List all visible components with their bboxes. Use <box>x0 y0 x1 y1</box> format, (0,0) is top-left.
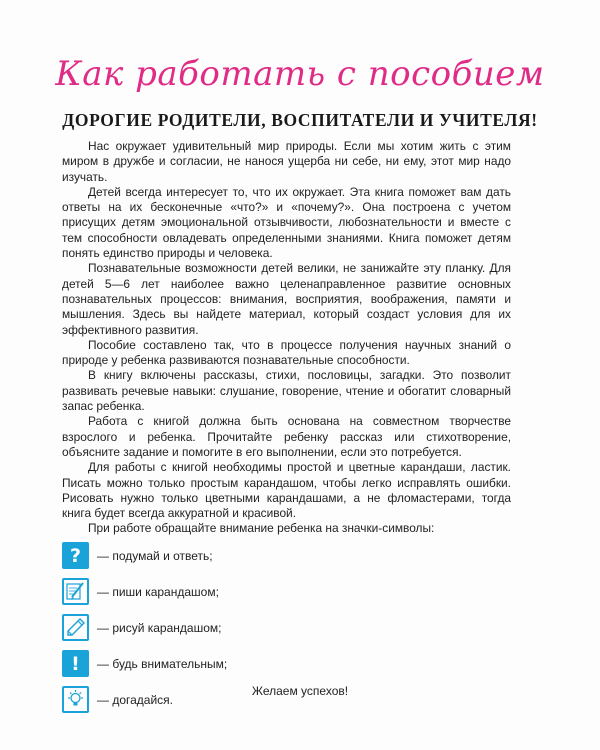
notebook-pencil-icon <box>62 578 89 605</box>
paragraph: Детей всегда интересует то, что их окружает. Эта книга поможет вам дать ответы на их бесконечные «что?» и «почему?». Она построена с учетом присущих детям эмоциональной отзывчивости, любознательности и вместе с тем способности овладевать определенными знаниями. Книга поможет детям понять единство природы и человека. <box>62 184 511 261</box>
exclamation-icon: ! <box>62 650 89 677</box>
paragraph: Работа с книгой должна быть основана на совместном творчестве взрослого и ребенка. Прочитайте ребенку рассказ или стихотворение, объясните задание и помогите в его выполнении, если это потребуется. <box>62 414 511 459</box>
paragraph: Познавательные возможности детей велики, не занижайте эту планку. Для детей 5—6 лет наиболее важно целенаправленное развитие основных познавательных процессов: внимания, восприятия, воображения, памяти и мышления. Здесь вы найдете материал, который создаст условия для их эффективного развития. <box>62 261 511 337</box>
pencil-icon <box>62 614 89 641</box>
symbol-label: — догадайся. <box>97 692 174 707</box>
paragraph: При работе обращайте внимание ребенка на значки-символы: <box>88 521 435 536</box>
symbol-row-draw <box>62 612 362 643</box>
paragraph: Для работы с книгой необходимы простой и цветные карандаши, ластик. Писать можно только простым карандашом, чтобы легко исправлять ошибки. Рисовать нужно только цветными карандашами, а не фломастерами, тогда книга будет всегда аккуратной и красивой. <box>62 460 511 521</box>
question-icon: ? <box>62 542 89 569</box>
paragraph: Пособие составлено так, что в процессе получения научных знаний о природе у ребенка развиваются познавательные способности. <box>62 337 511 368</box>
symbol-label: — будь внимательным; <box>97 656 228 671</box>
paragraph: Нас окружает удивительный мир природы. Если мы хотим жить с этим миром в дружбе и согласии, не нанося ущерба ни себе, ни ему, этот мир надо изучать. <box>62 139 511 184</box>
page-title: Как работать с пособием <box>55 54 545 94</box>
symbol-label: — подумай и ответь; <box>97 548 213 563</box>
paragraph: В книгу включены рассказы, стихи, пословицы, загадки. Это позволит развивать речевые навыки: слушание, говорение, чтение и обогатит словарный запас ребенка. <box>62 368 511 414</box>
closing-wish: Желаем успехов! <box>251 684 349 698</box>
symbol-row-attention <box>62 648 362 679</box>
page-subtitle: ДОРОГИЕ РОДИТЕЛИ, ВОСПИТАТЕЛИ И УЧИТЕЛЯ! <box>62 110 538 130</box>
symbol-row-think <box>62 540 362 571</box>
symbol-row-write <box>62 576 362 607</box>
body-text <box>62 139 511 537</box>
symbol-label: — рисуй карандашом; <box>97 620 222 635</box>
symbol-label: — пиши карандашом; <box>97 584 219 599</box>
